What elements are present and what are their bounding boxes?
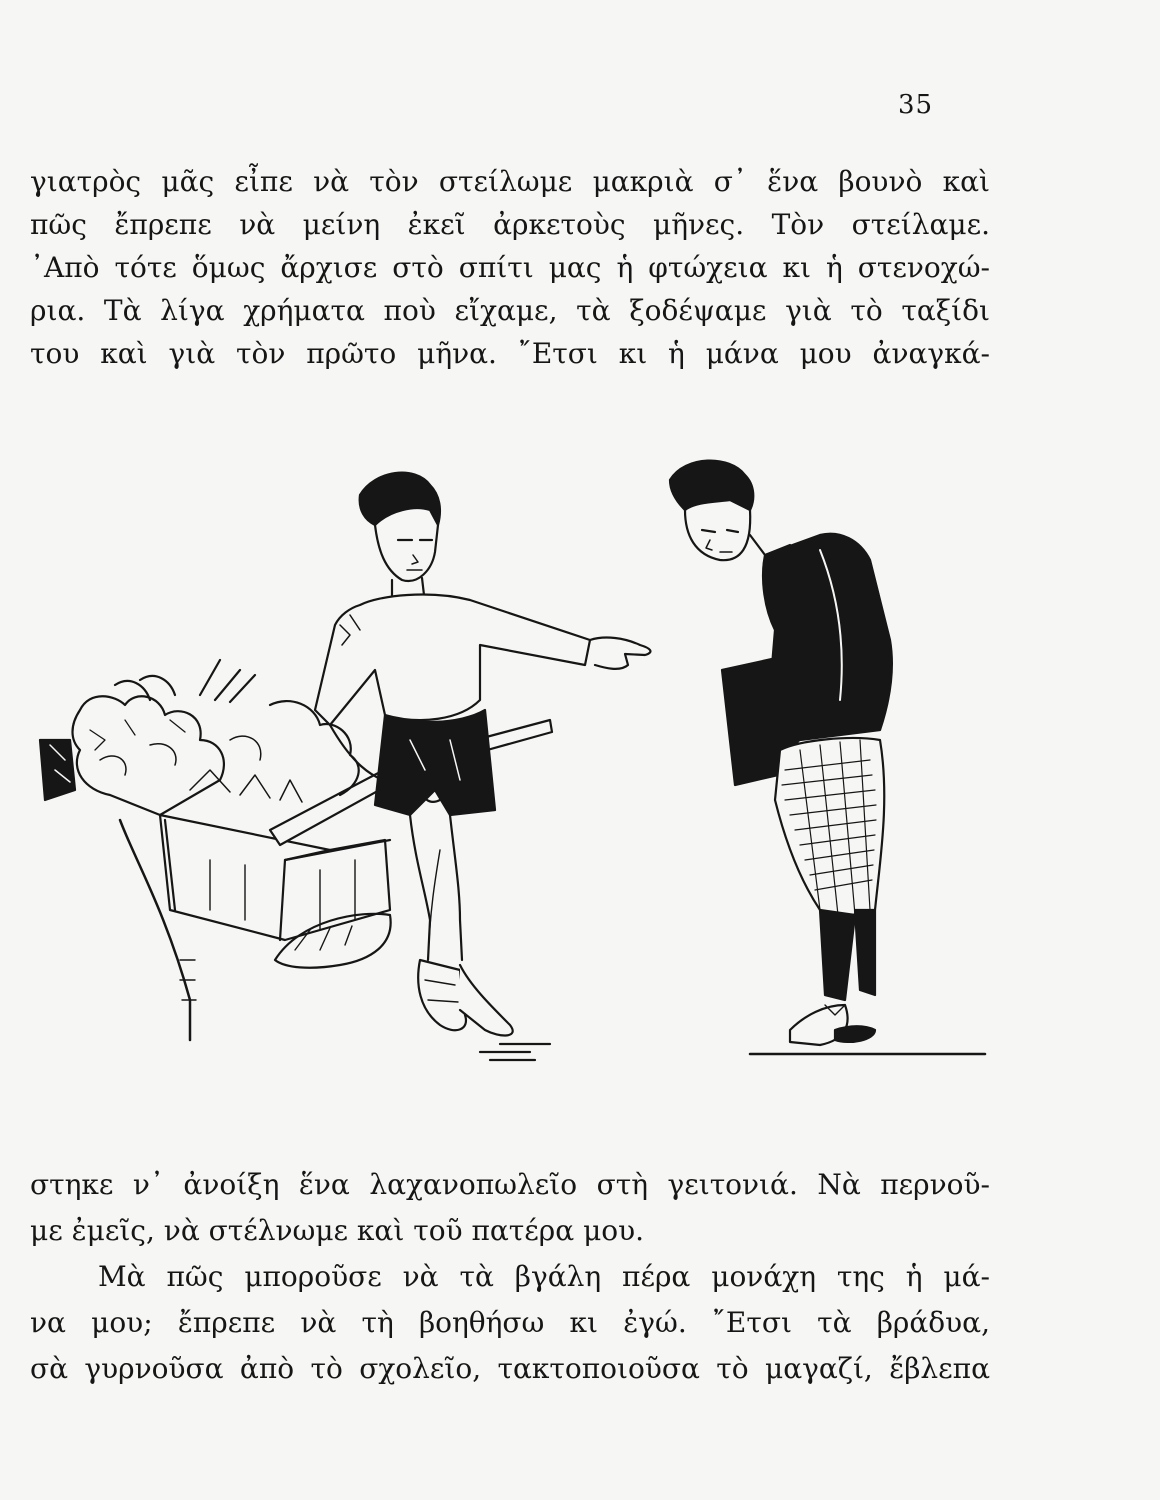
story-illustration bbox=[30, 440, 990, 1120]
bottom-paragraph bbox=[30, 1162, 990, 1392]
text-line: του καὶ γιὰ τὸν πρῶτο μῆνα. ῎Ετσι κι ἡ μάνα μου ἀναγκά- bbox=[30, 337, 990, 370]
text-line: γιατρὸς μᾶς εἶπε νὰ τὸν στείλωμε μακριὰ σ᾿ ἕνα βουνὸ καὶ bbox=[30, 165, 990, 198]
ground-line-left bbox=[480, 1044, 550, 1060]
text-line: ᾿Απὸ τότε ὅμως ἄρχισε στὸ σπίτι μας ἡ φτώχεια κι ἡ στενοχώ- bbox=[30, 251, 990, 284]
text-line: Μὰ πῶς μποροῦσε νὰ τὰ βγάλη πέρα μονάχη της ἡ μά- bbox=[98, 1260, 990, 1293]
top-paragraph bbox=[30, 160, 990, 375]
boy-left bbox=[315, 473, 650, 1036]
text-line: με ἐμεῖς, νὰ στέλνωμε καὶ τοῦ πατέρα μου. bbox=[30, 1214, 645, 1247]
text-line: ρια. Τὰ λίγα χρήματα ποὺ εἴχαμε, τὰ ξοδέψαμε γιὰ τὸ ταξίδι bbox=[30, 294, 990, 327]
boy-right bbox=[670, 461, 892, 1045]
vegetables bbox=[40, 660, 359, 815]
text-line: πῶς ἔπρεπε νὰ μείνη ἐκεῖ ἀρκετοὺς μῆνες. Τὸν στείλαμε. bbox=[30, 208, 990, 241]
text-line: να μου; ἔπρεπε νὰ τὴ βοηθήσω κι ἐγώ. ῎Ετσι τὰ βράδυα, bbox=[30, 1306, 990, 1339]
text-line: σὰ γυρνοῦσα ἀπὸ τὸ σχολεῖο, τακτοποιοῦσα τὸ μαγαζί, ἔβλεπα bbox=[30, 1352, 990, 1385]
text-line: στηκε ν᾿ ἀνοίξη ἕνα λαχανοπωλεῖο στὴ γειτονιά. Νὰ περνοῦ- bbox=[30, 1168, 990, 1201]
page-number: 35 bbox=[898, 90, 934, 120]
